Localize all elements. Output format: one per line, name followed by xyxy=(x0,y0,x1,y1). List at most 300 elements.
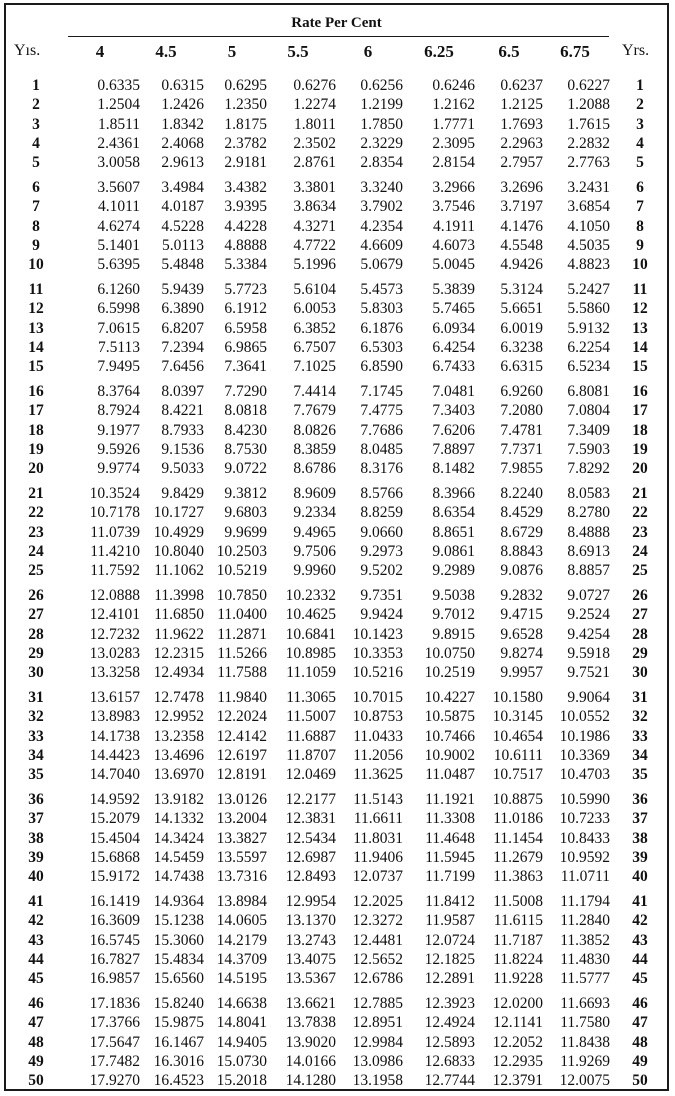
rate-value: 7.1025 xyxy=(293,358,336,376)
rate-value: 9.5926 xyxy=(97,440,140,458)
table-row xyxy=(6,931,667,950)
rate-value: 10.5875 xyxy=(424,708,475,726)
rate-value: 8.1482 xyxy=(432,460,475,478)
rate-value: 2.4068 xyxy=(161,134,204,152)
year-label-left: 25 xyxy=(28,562,44,580)
rate-value: 9.0876 xyxy=(500,562,543,580)
rate-value: 12.0888 xyxy=(89,587,140,604)
rate-value: 11.0487 xyxy=(425,766,475,784)
rate-value: 6.0934 xyxy=(432,319,475,337)
table-row xyxy=(6,255,667,274)
year-label-left: 35 xyxy=(28,766,44,784)
table-row xyxy=(6,217,667,236)
rate-value: 8.8843 xyxy=(500,542,543,560)
year-label-left: 5 xyxy=(32,154,40,172)
rate-header: 5.5 xyxy=(287,42,309,61)
rate-value: 10.8985 xyxy=(285,644,336,662)
rate-value: 15.9172 xyxy=(89,868,140,886)
rate-value: 15.2079 xyxy=(89,810,140,828)
rate-value: 4.8823 xyxy=(567,256,610,274)
table-row xyxy=(6,401,667,420)
rate-value: 9.8915 xyxy=(432,625,475,643)
rate-table xyxy=(4,3,669,1091)
table-row xyxy=(6,790,667,809)
rate-value: 12.4934 xyxy=(153,664,204,682)
year-label-left: 22 xyxy=(28,504,44,522)
year-label-right: 22 xyxy=(632,504,648,522)
rate-value: 0.6315 xyxy=(161,77,204,94)
rate-value: 10.5216 xyxy=(352,664,403,682)
rate-value: 8.4529 xyxy=(500,504,543,522)
rate-value: 6.8207 xyxy=(161,319,204,337)
rate-value: 2.7957 xyxy=(500,154,543,172)
year-label-left: 26 xyxy=(28,587,44,604)
rate-value: 11.9406 xyxy=(353,848,403,866)
rate-value: 4.5228 xyxy=(161,217,204,235)
rate-value: 11.9622 xyxy=(154,625,204,643)
table-row xyxy=(6,197,667,216)
table-row xyxy=(6,440,667,459)
rate-value: 9.9064 xyxy=(567,689,610,706)
years-header-right: Yrs. xyxy=(622,42,650,59)
rate-value: 5.9132 xyxy=(567,319,610,337)
year-label-left: 29 xyxy=(28,644,44,662)
rate-value: 1.7615 xyxy=(567,115,610,133)
year-label-left: 48 xyxy=(28,1033,44,1051)
rate-value: 12.2935 xyxy=(492,1052,543,1070)
rate-value: 9.4965 xyxy=(293,523,336,541)
rate-value: 13.9020 xyxy=(285,1033,336,1051)
rate-value: 0.6227 xyxy=(567,77,610,94)
rate-value: 5.1401 xyxy=(97,236,140,254)
rate-value: 6.2254 xyxy=(567,338,610,356)
row-group xyxy=(6,178,667,280)
year-label-right: 31 xyxy=(632,689,648,706)
rate-value: 11.2871 xyxy=(217,625,267,643)
rate-value: 6.3852 xyxy=(293,319,336,337)
year-label-right: 24 xyxy=(632,542,648,560)
rate-value: 10.1986 xyxy=(559,727,610,745)
rate-value: 3.0058 xyxy=(97,154,140,172)
year-label-right: 7 xyxy=(636,198,644,216)
rate-value: 17.3766 xyxy=(89,1014,140,1032)
rate-value: 3.2431 xyxy=(567,179,610,196)
rate-value: 2.3782 xyxy=(224,134,267,152)
rate-value: 0.6295 xyxy=(224,77,267,94)
table-row xyxy=(6,1052,667,1071)
rate-value: 11.7199 xyxy=(425,868,475,886)
rate-value: 8.7933 xyxy=(161,421,204,439)
rate-value: 12.3272 xyxy=(352,912,403,930)
rate-value: 13.6621 xyxy=(285,995,336,1012)
rate-value: 3.3801 xyxy=(293,179,336,196)
row-group xyxy=(6,994,667,1096)
year-label-right: 10 xyxy=(632,256,648,274)
rate-value: 10.0750 xyxy=(424,644,475,662)
rate-value: 7.2394 xyxy=(161,338,204,356)
rate-value: 11.8224 xyxy=(493,950,543,968)
rate-value: 12.3831 xyxy=(285,810,336,828)
rate-value: 11.1794 xyxy=(560,893,610,910)
rate-value: 8.0397 xyxy=(161,383,204,400)
rate-value: 9.0727 xyxy=(567,587,610,604)
year-label-right: 9 xyxy=(636,236,644,254)
rate-value: 17.7482 xyxy=(89,1052,140,1070)
rate-value: 12.2052 xyxy=(492,1033,543,1051)
rate-value: 11.5945 xyxy=(425,848,475,866)
rate-value: 12.8493 xyxy=(285,868,336,886)
rate-value: 11.5266 xyxy=(217,644,267,662)
rate-value: 14.5459 xyxy=(153,848,204,866)
rate-value: 8.3966 xyxy=(432,485,475,502)
rate-value: 6.8590 xyxy=(360,358,403,376)
rate-value: 11.0433 xyxy=(353,727,403,745)
rate-value: 13.2004 xyxy=(216,810,267,828)
rate-value: 13.7316 xyxy=(216,868,267,886)
table-row xyxy=(6,727,667,746)
year-label-left: 8 xyxy=(32,217,40,235)
rate-value: 9.7521 xyxy=(567,664,610,682)
rate-value: 7.6456 xyxy=(161,358,204,376)
year-label-right: 44 xyxy=(632,950,648,968)
rate-value: 9.3812 xyxy=(224,485,267,502)
rate-value: 5.1996 xyxy=(293,256,336,274)
rate-header: 4.5 xyxy=(155,42,177,61)
rate-value: 13.1370 xyxy=(285,912,336,930)
rate-value: 10.4227 xyxy=(424,689,475,706)
year-label-left: 36 xyxy=(28,791,44,808)
table-row xyxy=(6,280,667,299)
year-label-right: 4 xyxy=(636,134,644,152)
rate-value: 4.0187 xyxy=(161,198,204,216)
rate-value: 11.9228 xyxy=(493,970,543,988)
year-label-left: 17 xyxy=(28,402,44,420)
rate-value: 14.0166 xyxy=(285,1052,336,1070)
rate-value: 8.3176 xyxy=(360,460,403,478)
rate-value: 11.3625 xyxy=(353,766,403,784)
rate-value: 13.8983 xyxy=(89,708,140,726)
rate-value: 3.5607 xyxy=(97,179,140,196)
rate-value: 15.0730 xyxy=(216,1052,267,1070)
rate-value: 12.2025 xyxy=(352,893,403,910)
rate-value: 1.7850 xyxy=(360,115,403,133)
years-header-left: Yıs. xyxy=(14,42,41,59)
rate-value: 1.2274 xyxy=(293,96,336,114)
rate-value: 8.6913 xyxy=(567,542,610,560)
year-label-left: 13 xyxy=(28,319,44,337)
year-label-left: 14 xyxy=(28,338,44,356)
rate-value: 11.3065 xyxy=(286,689,336,706)
year-label-left: 15 xyxy=(28,358,44,376)
rate-value: 6.9260 xyxy=(500,383,543,400)
year-label-right: 29 xyxy=(632,644,648,662)
row-group xyxy=(6,790,667,892)
rate-header: 6 xyxy=(363,42,373,61)
rate-value: 1.2504 xyxy=(97,96,140,114)
rate-value: 9.2989 xyxy=(432,562,475,580)
rate-value: 10.7466 xyxy=(424,727,475,745)
rate-value: 6.4254 xyxy=(432,338,475,356)
rate-value: 4.5035 xyxy=(567,236,610,254)
year-label-right: 5 xyxy=(636,154,644,172)
rate-header: 6.75 xyxy=(560,42,590,61)
year-label-left: 42 xyxy=(28,912,44,930)
rate-value: 12.9984 xyxy=(352,1033,403,1051)
rate-value: 13.9182 xyxy=(153,791,204,808)
rate-value: 5.3384 xyxy=(224,256,267,274)
rate-value: 11.7588 xyxy=(217,664,267,682)
year-label-left: 12 xyxy=(28,300,44,318)
rate-value: 11.1454 xyxy=(493,829,543,847)
rate-value: 7.7290 xyxy=(224,383,267,400)
rate-value: 3.7902 xyxy=(360,198,403,216)
rate-value: 9.7012 xyxy=(432,606,475,624)
rate-value: 11.1062 xyxy=(154,562,204,580)
year-label-left: 1 xyxy=(32,77,40,94)
rate-value: 2.2963 xyxy=(500,134,543,152)
rate-value: 12.1141 xyxy=(493,1014,543,1032)
rate-value: 7.1745 xyxy=(360,383,403,400)
rate-value: 4.1050 xyxy=(567,217,610,235)
table-row xyxy=(6,115,667,134)
rate-value: 14.2179 xyxy=(216,931,267,949)
rate-value: 10.7517 xyxy=(492,766,543,784)
rate-value: 3.4382 xyxy=(224,179,267,196)
year-label-left: 41 xyxy=(28,893,44,910)
rate-value: 11.2679 xyxy=(493,848,543,866)
rate-value: 13.5367 xyxy=(285,970,336,988)
year-label-right: 1 xyxy=(636,77,644,94)
table-row xyxy=(6,848,667,867)
year-label-left: 34 xyxy=(28,746,44,764)
rate-value: 8.6786 xyxy=(293,460,336,478)
rate-value: 11.6850 xyxy=(154,606,204,624)
year-label-right: 39 xyxy=(632,848,648,866)
year-label-left: 38 xyxy=(28,829,44,847)
rate-value: 1.7771 xyxy=(432,115,475,133)
rate-value: 1.8011 xyxy=(293,115,336,133)
rate-value: 10.8040 xyxy=(153,542,204,560)
rate-value: 11.4648 xyxy=(425,829,475,847)
rate-value: 12.7478 xyxy=(153,689,204,706)
year-label-left: 4 xyxy=(32,134,40,152)
rate-value: 13.6970 xyxy=(153,766,204,784)
year-label-right: 12 xyxy=(632,300,648,318)
rate-value: 6.7507 xyxy=(293,338,336,356)
rate-value: 8.2780 xyxy=(567,504,610,522)
rate-value: 12.8191 xyxy=(216,766,267,784)
rate-value: 10.6841 xyxy=(285,625,336,643)
table-row xyxy=(6,382,667,401)
year-label-right: 11 xyxy=(632,281,648,298)
rate-value: 14.6638 xyxy=(216,995,267,1012)
rate-value: 9.9699 xyxy=(224,523,267,541)
year-label-left: 47 xyxy=(28,1014,44,1032)
rate-value: 6.9865 xyxy=(224,338,267,356)
rate-value: 10.4654 xyxy=(492,727,543,745)
rate-value: 2.8761 xyxy=(293,154,336,172)
rate-value: 11.0400 xyxy=(217,606,267,624)
rate-value: 2.4361 xyxy=(97,134,140,152)
rate-value: 12.7232 xyxy=(89,625,140,643)
rate-value: 6.5303 xyxy=(360,338,403,356)
rate-value: 8.5766 xyxy=(360,485,403,502)
table-row xyxy=(6,586,667,605)
table-row xyxy=(6,644,667,663)
table-row xyxy=(6,1013,667,1032)
year-label-left: 6 xyxy=(32,179,40,196)
year-label-left: 28 xyxy=(28,625,44,643)
rate-value: 11.5007 xyxy=(286,708,336,726)
rate-value: 11.8412 xyxy=(425,893,475,910)
year-label-left: 49 xyxy=(28,1052,44,1070)
rate-value: 13.2743 xyxy=(285,931,336,949)
year-label-right: 28 xyxy=(632,625,648,643)
rate-value: 13.0126 xyxy=(216,791,267,808)
rate-value: 13.1958 xyxy=(352,1072,403,1090)
year-label-right: 36 xyxy=(632,791,648,808)
table-row xyxy=(6,663,667,682)
rate-value: 4.6609 xyxy=(360,236,403,254)
rate-value: 2.8354 xyxy=(360,154,403,172)
rate-value: 6.3890 xyxy=(161,300,204,318)
rate-value: 10.3369 xyxy=(559,746,610,764)
rate-value: 7.3403 xyxy=(432,402,475,420)
rate-value: 11.2840 xyxy=(560,912,610,930)
rate-value: 11.6693 xyxy=(560,995,610,1012)
rate-value: 12.6197 xyxy=(216,746,267,764)
rate-value: 10.2503 xyxy=(216,542,267,560)
rate-value: 10.8753 xyxy=(352,708,403,726)
row-group xyxy=(6,586,667,688)
rate-value: 11.4830 xyxy=(560,950,610,968)
rate-value: 11.0711 xyxy=(560,868,610,886)
table-row xyxy=(6,707,667,726)
rate-value: 2.9613 xyxy=(161,154,204,172)
table-row xyxy=(6,357,667,376)
year-label-right: 43 xyxy=(632,931,648,949)
rate-value: 7.0804 xyxy=(567,402,610,420)
rate-value: 7.4781 xyxy=(500,421,543,439)
rate-value: 5.3839 xyxy=(432,281,475,298)
rate-value: 11.3308 xyxy=(425,810,475,828)
rate-value: 1.2125 xyxy=(500,96,543,114)
rate-value: 10.4625 xyxy=(285,606,336,624)
rate-value: 7.9855 xyxy=(500,460,543,478)
rate-value: 2.3502 xyxy=(293,134,336,152)
rate-value: 10.2332 xyxy=(285,587,336,604)
rate-value: 1.8342 xyxy=(161,115,204,133)
rate-value: 6.7433 xyxy=(432,358,475,376)
rate-value: 7.3409 xyxy=(567,421,610,439)
rate-value: 4.2354 xyxy=(360,217,403,235)
rate-value: 13.8984 xyxy=(216,893,267,910)
rate-value: 7.5903 xyxy=(567,440,610,458)
rate-value: 15.1238 xyxy=(153,912,204,930)
year-label-right: 15 xyxy=(632,358,648,376)
rate-header: 5 xyxy=(227,42,237,61)
rate-value: 4.1911 xyxy=(432,217,475,235)
rate-value: 2.9181 xyxy=(224,154,267,172)
year-label-left: 20 xyxy=(28,460,44,478)
year-label-right: 37 xyxy=(632,810,648,828)
rate-value: 12.7744 xyxy=(424,1072,475,1090)
rate-value: 7.7371 xyxy=(500,440,543,458)
rate-value: 2.3229 xyxy=(360,134,403,152)
table-row xyxy=(6,625,667,644)
year-label-left: 43 xyxy=(28,931,44,949)
table-row xyxy=(6,76,667,95)
rate-value: 2.3095 xyxy=(432,134,475,152)
year-label-right: 40 xyxy=(632,868,648,886)
year-label-right: 45 xyxy=(632,970,648,988)
rate-value: 11.6887 xyxy=(286,727,336,745)
rate-value: 9.2334 xyxy=(293,504,336,522)
rate-value: 12.5893 xyxy=(424,1033,475,1051)
rate-value: 9.9960 xyxy=(293,562,336,580)
rate-value: 9.4254 xyxy=(567,625,610,643)
rate-value: 8.2240 xyxy=(500,485,543,502)
rate-value: 11.4210 xyxy=(90,542,140,560)
rate-value: 1.2350 xyxy=(224,96,267,114)
rate-value: 15.3060 xyxy=(153,931,204,949)
year-label-right: 25 xyxy=(632,562,648,580)
rate-value: 11.6115 xyxy=(493,912,543,930)
table-row xyxy=(6,911,667,930)
row-group xyxy=(6,892,667,994)
year-label-left: 50 xyxy=(28,1072,44,1090)
rate-value: 12.6786 xyxy=(352,970,403,988)
rate-value: 4.7722 xyxy=(293,236,336,254)
rate-value: 12.0075 xyxy=(559,1072,610,1090)
rate-value: 1.8175 xyxy=(224,115,267,133)
year-label-left: 46 xyxy=(28,995,44,1012)
table-row xyxy=(6,503,667,522)
table-row xyxy=(6,561,667,580)
rate-value: 13.0283 xyxy=(89,644,140,662)
rate-value: 11.3852 xyxy=(560,931,610,949)
year-label-left: 32 xyxy=(28,708,44,726)
rate-value: 14.4423 xyxy=(89,746,140,764)
rate-value: 15.6868 xyxy=(89,848,140,866)
rate-value: 1.7693 xyxy=(500,115,543,133)
rate-value: 14.3424 xyxy=(153,829,204,847)
rate-value: 4.9426 xyxy=(500,256,543,274)
rate-value: 11.9587 xyxy=(425,912,475,930)
rate-value: 14.9405 xyxy=(216,1033,267,1051)
table-row xyxy=(6,688,667,707)
rate-value: 5.4573 xyxy=(360,281,403,298)
table-title: Rate Per Cent xyxy=(291,15,382,31)
year-label-left: 45 xyxy=(28,970,44,988)
rate-value: 2.7763 xyxy=(567,154,610,172)
rate-value: 3.8634 xyxy=(293,198,336,216)
year-label-right: 49 xyxy=(632,1052,648,1070)
table-row xyxy=(6,892,667,911)
rate-value: 8.3764 xyxy=(97,383,140,400)
table-row xyxy=(6,829,667,848)
rate-value: 3.9395 xyxy=(224,198,267,216)
rate-value: 13.3827 xyxy=(216,829,267,847)
year-label-right: 30 xyxy=(632,664,648,682)
rate-value: 12.2024 xyxy=(216,708,267,726)
rate-value: 10.8433 xyxy=(559,829,610,847)
year-label-left: 21 xyxy=(28,485,44,502)
year-label-left: 40 xyxy=(28,868,44,886)
rate-value: 4.1011 xyxy=(97,198,140,216)
rate-value: 13.3258 xyxy=(89,664,140,682)
rate-value: 11.8438 xyxy=(560,1033,610,1051)
